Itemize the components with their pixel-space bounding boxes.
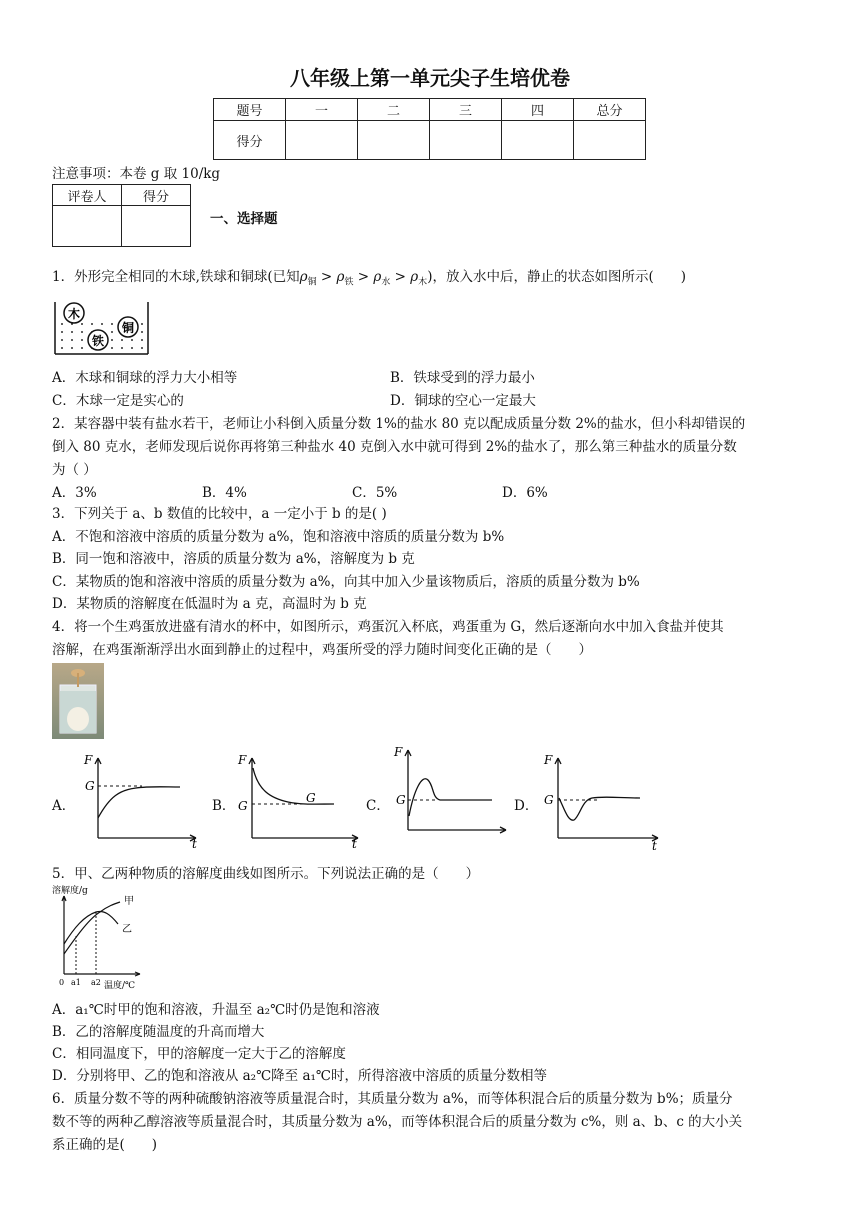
- q4-curve-c: [409, 779, 492, 816]
- rho-symbol: ρ: [336, 269, 345, 285]
- q5-stem: 5．甲、乙两种物质的溶解度曲线如图所示。下列说法正确的是（ ）: [52, 866, 480, 882]
- series-jia-label: 甲: [124, 896, 134, 907]
- q1-stem-pre: 1．外形完全相同的木球,铁球和铜球(已知: [52, 269, 300, 285]
- a1-label: a1: [71, 978, 81, 987]
- q5-solubility-figure: [52, 884, 152, 990]
- notice: 注意事项：本卷 g 取 10/kg: [52, 166, 221, 182]
- g-label: G: [396, 793, 406, 807]
- rho-symbol: ρ: [373, 269, 382, 285]
- origin-label: 0: [59, 978, 65, 987]
- egg-in-cup-photo: [52, 663, 104, 739]
- q6-line-1: 6．质量分数不等的两种硫酸钠溶液等质量混合时，其质量分数为 a%，而等体积混合后的质量分数为 b%；质量分: [52, 1091, 733, 1107]
- rho-symbol: ρ: [410, 269, 419, 285]
- axis-t-label: t: [192, 837, 197, 848]
- q4-line-1: 4．将一个生鸡蛋放进盛有清水的杯中，如图所示，鸡蛋沉入杯底，鸡蛋重为 G，然后逐渐向水中加入食盐并使其: [52, 619, 724, 635]
- q4-option-c-label: C．: [366, 798, 390, 814]
- score-header-cell: 四: [502, 99, 574, 121]
- gt-symbol: >: [394, 269, 406, 285]
- q2-option-c: C．5%: [352, 485, 398, 501]
- g-label-curve: G: [306, 791, 316, 805]
- iron-label: 铁: [91, 334, 105, 348]
- q3-option-d: D．某物质的溶解度在低温时为 a 克，高温时为 b 克: [52, 596, 367, 612]
- q5-option-d: D．分别将甲、乙的饱和溶液从 a₂℃降至 a₁℃时，所得溶液中溶质的质量分数相等: [52, 1068, 548, 1084]
- q4-curve-a: [98, 787, 180, 818]
- q2-line-1: 2．某容器中装有盐水若干，老师让小科倒入质量分数 1%的盐水 80 克以配成质量分数 2%的盐水，但小科却错误的: [52, 416, 746, 432]
- q2-option-a: A．3%: [52, 485, 97, 501]
- gt-symbol: >: [320, 269, 333, 285]
- rho-sub-wood: 木: [418, 277, 428, 288]
- score-header-cell: 总分: [574, 99, 646, 121]
- grader-score-header: 得分: [122, 185, 191, 206]
- score-row-label: 得分: [214, 121, 286, 160]
- q1-option-a: A．木球和铜球的浮力大小相等: [52, 370, 238, 386]
- score-cell: [286, 121, 358, 160]
- q4-curve-b: [253, 768, 334, 804]
- copper-label: 铜: [121, 321, 135, 335]
- q3-option-a: A．不饱和溶液中溶质的质量分数为 a%，饱和溶液中溶质的质量分数为 b%: [52, 529, 505, 545]
- grader-score-cell: [122, 206, 191, 247]
- curve-yi: [64, 912, 118, 945]
- q1-option-b: B．铁球受到的浮力最小: [390, 370, 535, 386]
- series-yi-label: 乙: [122, 924, 132, 935]
- axis-f-label: F: [544, 753, 553, 767]
- q4-graph-c: [392, 744, 512, 838]
- q4-option-b-label: B．: [212, 798, 236, 814]
- score-header-cell: 一: [286, 99, 358, 121]
- q6-line-3: 系正确的是( ): [52, 1137, 158, 1153]
- q2-option-b: B．4%: [202, 485, 247, 501]
- rho-sub-copper: 铜: [307, 277, 317, 288]
- q4-graph-b: [232, 752, 362, 848]
- q6-line-2: 数不等的两种乙醇溶液等质量混合时，其质量分数为 a%，而等体积混合后的质量分数为 c%，则 a、b、c 的大小关: [52, 1114, 743, 1130]
- page-title: 八年级上第一单元尖子生培优卷: [290, 66, 570, 90]
- score-header-cell: 题号: [214, 99, 286, 121]
- q1-option-d: D．铜球的空心一定最大: [390, 393, 536, 409]
- score-cell: [574, 121, 646, 160]
- a2-label: a2: [91, 978, 101, 987]
- q1-stem: [52, 265, 686, 288]
- section-heading: 一、选择题: [210, 211, 278, 227]
- q4-option-a-label: A．: [52, 798, 76, 814]
- q5-option-b: B．乙的溶解度随温度的升高而增大: [52, 1024, 265, 1040]
- score-cell: [358, 121, 430, 160]
- g-label: G: [238, 799, 248, 813]
- axis-f-label: F: [238, 753, 247, 767]
- grader-table: [52, 184, 191, 247]
- axis-f-label: F: [394, 745, 403, 759]
- q4-curve-d: [559, 797, 640, 820]
- q5-option-a: A．a₁℃时甲的饱和溶液，升温至 a₂℃时仍是饱和溶液: [52, 1002, 380, 1018]
- q1-figure: [52, 298, 152, 356]
- q2-line-3: 为（ ）: [52, 462, 97, 478]
- q4-option-d-label: D．: [514, 798, 539, 814]
- q2-option-d: D．6%: [502, 485, 548, 501]
- g-label: G: [544, 793, 554, 807]
- q3-stem: 3．下列关于 a、b 数值的比较中，a 一定小于 b 的是( ): [52, 506, 387, 522]
- q4-graph-d: [540, 752, 664, 852]
- axis-t-label: t: [352, 837, 357, 848]
- score-header-cell: 二: [358, 99, 430, 121]
- q2-line-2: 倒入 80 克水，老师发现后说你再将第三种盐水 40 克倒入水中就可得到 2%的盐水了，那么第三种盐水的质量分数: [52, 439, 737, 455]
- axis-t-label: t: [652, 839, 657, 852]
- q5-ylabel: 溶解度/g: [52, 886, 88, 896]
- score-table: [213, 98, 646, 160]
- wood-label: 木: [67, 307, 81, 321]
- rho-sub-iron: 铁: [344, 277, 354, 288]
- grader-header: 评卷人: [53, 185, 122, 206]
- q4-graph-a: [80, 752, 200, 848]
- score-header-cell: 三: [430, 99, 502, 121]
- grader-cell: [53, 206, 122, 247]
- rho-sub-water: 水: [381, 277, 391, 288]
- q5-xlabel: 温度/℃: [104, 981, 136, 990]
- q4-line-2: 溶解，在鸡蛋渐渐浮出水面到静止的过程中，鸡蛋所受的浮力随时间变化正确的是（ ）: [52, 642, 592, 658]
- q1-option-c: C．木球一定是实心的: [52, 393, 184, 409]
- score-cell: [430, 121, 502, 160]
- q1-stem-post: )，放入水中后，静止的状态如图所示( ): [427, 269, 686, 285]
- q3-option-c: C．某物质的饱和溶液中溶质的质量分数为 a%，向其中加入少量该物质后，溶质的质量分数为 b%: [52, 574, 640, 590]
- axis-f-label: F: [84, 753, 93, 767]
- curve-jia: [64, 902, 120, 954]
- q5-option-c: C．相同温度下，甲的溶解度一定大于乙的溶解度: [52, 1046, 346, 1062]
- score-cell: [502, 121, 574, 160]
- gt-symbol: >: [357, 269, 370, 285]
- rho-symbol: ρ: [299, 269, 308, 285]
- g-label: G: [85, 779, 95, 793]
- q3-option-b: B．同一饱和溶液中，溶质的质量分数为 a%，溶解度为 b 克: [52, 551, 415, 567]
